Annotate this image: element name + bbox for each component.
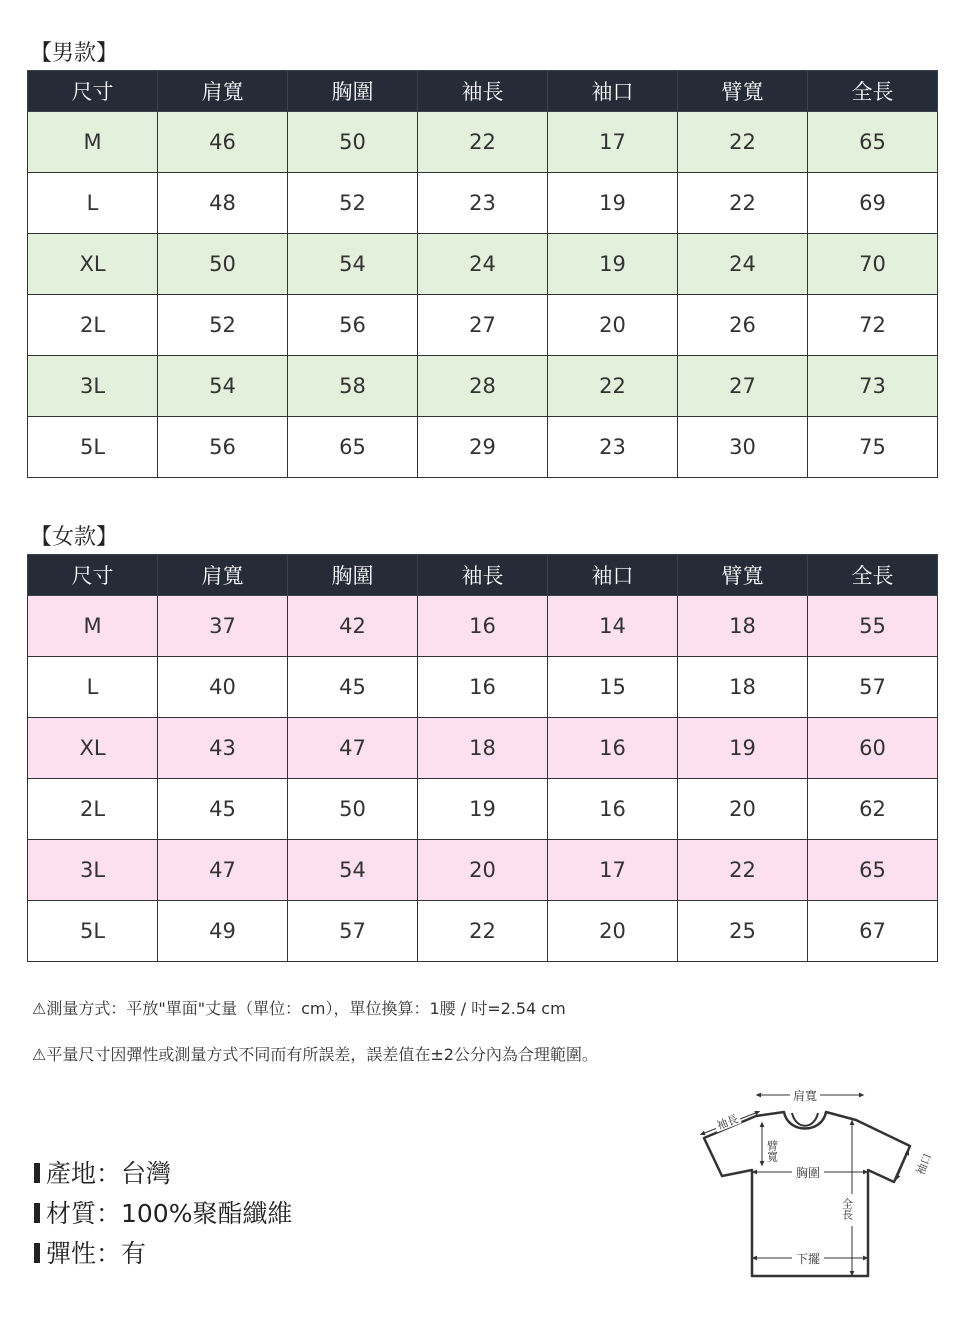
elasticity-line <box>34 1234 146 1270</box>
measurement-cell: 43 <box>158 718 288 779</box>
measurement-cell: 55 <box>808 596 938 657</box>
table-row <box>28 234 938 295</box>
measurement-cell: 18 <box>418 718 548 779</box>
size-cell: 5L <box>28 417 158 478</box>
column-header: 袖長 <box>418 555 548 596</box>
measurement-cell: 56 <box>158 417 288 478</box>
measurement-cell: 65 <box>808 112 938 173</box>
measurement-cell: 50 <box>288 779 418 840</box>
measurement-cell: 45 <box>288 657 418 718</box>
table-row <box>28 356 938 417</box>
table-row <box>28 901 938 962</box>
column-header: 尺寸 <box>28 71 158 112</box>
tshirt-collar <box>792 1113 818 1126</box>
measurement-cell: 16 <box>418 596 548 657</box>
origin-line <box>34 1154 171 1190</box>
measurement-cell: 17 <box>548 840 678 901</box>
measurement-cell: 22 <box>678 112 808 173</box>
elasticity-text: 彈性：有 <box>46 1239 147 1268</box>
diagram-cuff-label: 袖口 <box>914 1151 935 1177</box>
measurement-note: ⚠測量方式：平放"單面"丈量（單位：cm），單位換算：1腰 / 吋=2.54 cm <box>32 999 566 1018</box>
measurement-cell: 45 <box>158 779 288 840</box>
measurement-cell: 18 <box>678 596 808 657</box>
column-header: 臂寬 <box>678 555 808 596</box>
measurement-cell: 52 <box>288 173 418 234</box>
measurement-cell: 22 <box>678 173 808 234</box>
table-row <box>28 779 938 840</box>
table-row <box>28 295 938 356</box>
measurement-cell: 22 <box>678 840 808 901</box>
measurement-cell: 14 <box>548 596 678 657</box>
column-header: 胸圍 <box>288 555 418 596</box>
measurement-cell: 49 <box>158 901 288 962</box>
column-header: 袖口 <box>548 555 678 596</box>
column-header: 肩寬 <box>158 555 288 596</box>
measurement-cell: 20 <box>548 901 678 962</box>
table-row <box>28 112 938 173</box>
measurement-cell: 67 <box>808 901 938 962</box>
size-cell: L <box>28 173 158 234</box>
measurement-cell: 17 <box>548 112 678 173</box>
measurement-cell: 60 <box>808 718 938 779</box>
table-header-row <box>28 71 938 112</box>
measurement-cell: 65 <box>808 840 938 901</box>
measurement-cell: 19 <box>548 173 678 234</box>
measurement-cell: 46 <box>158 112 288 173</box>
measurement-cell: 70 <box>808 234 938 295</box>
measurement-cell: 50 <box>288 112 418 173</box>
measurement-cell: 37 <box>158 596 288 657</box>
column-header: 全長 <box>808 71 938 112</box>
measurement-cell: 23 <box>548 417 678 478</box>
measurement-cell: 72 <box>808 295 938 356</box>
diagram-arm-width-label: 臂寬 <box>765 1140 779 1162</box>
measurement-cell: 73 <box>808 356 938 417</box>
measurement-cell: 40 <box>158 657 288 718</box>
measurement-cell: 20 <box>548 295 678 356</box>
measurement-cell: 54 <box>288 234 418 295</box>
measurement-cell: 42 <box>288 596 418 657</box>
table-row <box>28 596 938 657</box>
measurement-cell: 19 <box>678 718 808 779</box>
measurement-cell: 48 <box>158 173 288 234</box>
measurement-cell: 19 <box>418 779 548 840</box>
table-row <box>28 173 938 234</box>
measurement-cell: 23 <box>418 173 548 234</box>
table-row <box>28 657 938 718</box>
measurement-cell: 18 <box>678 657 808 718</box>
measurement-cell: 50 <box>158 234 288 295</box>
measurement-cell: 24 <box>418 234 548 295</box>
measurement-cell: 20 <box>678 779 808 840</box>
diagram-chest-label: 胸圍 <box>795 1166 821 1180</box>
material-text: 材質：100%聚酯纖維 <box>46 1199 293 1228</box>
measurement-cell: 69 <box>808 173 938 234</box>
women-section-title: 【女款】 <box>30 525 119 550</box>
table-header-row <box>28 555 938 596</box>
women-size-table <box>27 554 938 962</box>
measurement-cell: 57 <box>288 901 418 962</box>
measurement-cell: 57 <box>808 657 938 718</box>
measurement-cell: 27 <box>678 356 808 417</box>
tshirt-measurement-diagram <box>696 1082 936 1282</box>
size-cell: 5L <box>28 901 158 962</box>
measurement-cell: 75 <box>808 417 938 478</box>
measurement-cell: 24 <box>678 234 808 295</box>
measurement-cell: 25 <box>678 901 808 962</box>
bullet-bar <box>34 1163 40 1183</box>
size-cell: 3L <box>28 840 158 901</box>
measurement-cell: 22 <box>548 356 678 417</box>
measurement-cell: 16 <box>548 718 678 779</box>
column-header: 袖口 <box>548 71 678 112</box>
column-header: 肩寬 <box>158 71 288 112</box>
measurement-cell: 20 <box>418 840 548 901</box>
column-header: 胸圍 <box>288 71 418 112</box>
column-header: 臂寬 <box>678 71 808 112</box>
measurement-cell: 54 <box>158 356 288 417</box>
tolerance-note: ⚠平量尺寸因彈性或測量方式不同而有所誤差，誤差值在±2公分內為合理範圍。 <box>32 1045 598 1064</box>
size-cell: XL <box>28 234 158 295</box>
table-row <box>28 840 938 901</box>
measurement-cell: 54 <box>288 840 418 901</box>
measurement-cell: 15 <box>548 657 678 718</box>
table-row <box>28 417 938 478</box>
size-cell: M <box>28 112 158 173</box>
material-line <box>34 1194 292 1230</box>
size-cell: 3L <box>28 356 158 417</box>
table-row <box>28 718 938 779</box>
measurement-cell: 47 <box>158 840 288 901</box>
measurement-cell: 19 <box>548 234 678 295</box>
column-header: 袖長 <box>418 71 548 112</box>
measurement-cell: 47 <box>288 718 418 779</box>
measurement-cell: 16 <box>418 657 548 718</box>
measurement-cell: 26 <box>678 295 808 356</box>
diagram-hem-label: 下擺 <box>795 1252 821 1266</box>
measurement-cell: 56 <box>288 295 418 356</box>
size-cell: M <box>28 596 158 657</box>
measurement-cell: 29 <box>418 417 548 478</box>
size-cell: XL <box>28 718 158 779</box>
bullet-bar <box>34 1203 40 1223</box>
measurement-cell: 22 <box>418 901 548 962</box>
measurement-cell: 28 <box>418 356 548 417</box>
measurement-cell: 22 <box>418 112 548 173</box>
diagram-sleeve-length-label: 袖長 <box>714 1112 741 1133</box>
bullet-bar <box>34 1243 40 1263</box>
size-cell: L <box>28 657 158 718</box>
column-header: 尺寸 <box>28 555 158 596</box>
measurement-cell: 62 <box>808 779 938 840</box>
measurement-cell: 65 <box>288 417 418 478</box>
measurement-cell: 30 <box>678 417 808 478</box>
column-header: 全長 <box>808 555 938 596</box>
measurement-cell: 16 <box>548 779 678 840</box>
origin-text: 產地：台灣 <box>46 1159 172 1188</box>
measurement-cell: 58 <box>288 356 418 417</box>
men-size-table <box>27 70 938 478</box>
size-cell: 2L <box>28 779 158 840</box>
measurement-cell: 52 <box>158 295 288 356</box>
men-section-title: 【男款】 <box>30 41 119 66</box>
size-cell: 2L <box>28 295 158 356</box>
diagram-shoulder-label: 肩寬 <box>792 1089 818 1103</box>
measurement-cell: 27 <box>418 295 548 356</box>
diagram-length-label: 全長 <box>840 1198 854 1220</box>
